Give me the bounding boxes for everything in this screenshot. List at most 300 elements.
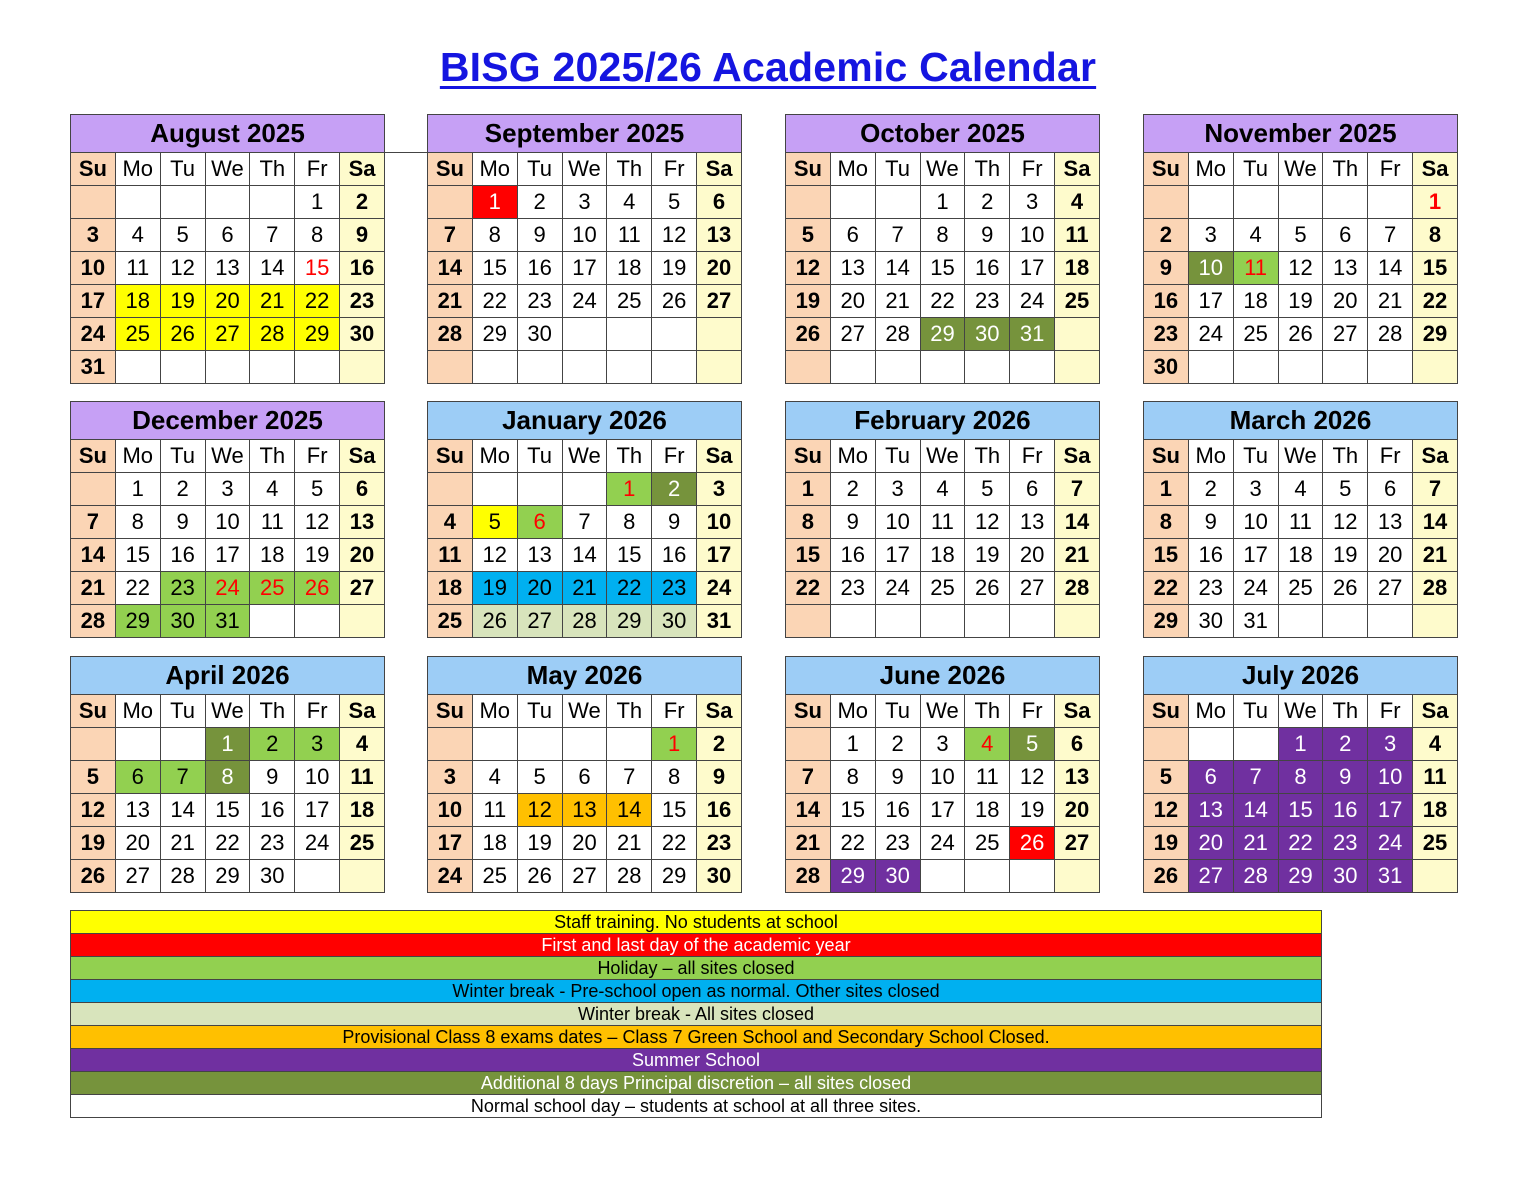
weekday-header: Th bbox=[1323, 440, 1368, 473]
calendar-day: 26 bbox=[472, 605, 517, 638]
calendar-day: 26 bbox=[71, 860, 116, 893]
calendar-day: 20 bbox=[562, 827, 607, 860]
weekday-header: We bbox=[1278, 153, 1323, 186]
empty-day-cell bbox=[472, 728, 517, 761]
calendar-day: 22 bbox=[1413, 285, 1458, 318]
calendar-day: 4 bbox=[250, 473, 295, 506]
month-title: January 2026 bbox=[428, 402, 742, 440]
calendar-day: 1 bbox=[920, 186, 965, 219]
calendar-day: 16 bbox=[1144, 285, 1189, 318]
calendar-day: 14 bbox=[875, 252, 920, 285]
calendar-day: 21 bbox=[1413, 539, 1458, 572]
calendar-day: 22 bbox=[295, 285, 340, 318]
calendar-day: 20 bbox=[1323, 285, 1368, 318]
calendar-day: 7 bbox=[71, 506, 116, 539]
calendar-day: 13 bbox=[115, 794, 160, 827]
calendar-day: 2 bbox=[160, 473, 205, 506]
calendar-day: 6 bbox=[697, 186, 742, 219]
calendar-day: 27 bbox=[205, 318, 250, 351]
calendar-day: 21 bbox=[562, 572, 607, 605]
calendar-day: 17 bbox=[1368, 794, 1413, 827]
calendar-day: 28 bbox=[428, 318, 473, 351]
calendar-day: 3 bbox=[920, 728, 965, 761]
calendar-day: 10 bbox=[875, 506, 920, 539]
calendar-day: 3 bbox=[295, 728, 340, 761]
calendar-day: 8 bbox=[920, 219, 965, 252]
calendar-day: 19 bbox=[965, 539, 1010, 572]
calendar-day: 18 bbox=[1233, 285, 1278, 318]
calendar-day: 12 bbox=[1323, 506, 1368, 539]
calendar-day: 18 bbox=[250, 539, 295, 572]
calendar-day: 27 bbox=[517, 605, 562, 638]
calendar-day: 11 bbox=[1055, 219, 1100, 252]
calendar-day: 8 bbox=[786, 506, 831, 539]
calendar-day: 7 bbox=[875, 219, 920, 252]
weekday-header: Fr bbox=[1010, 695, 1055, 728]
calendar-day: 3 bbox=[562, 186, 607, 219]
calendar-day: 3 bbox=[1368, 728, 1413, 761]
weekday-header: We bbox=[562, 153, 607, 186]
calendar-day: 5 bbox=[965, 473, 1010, 506]
calendar-day: 4 bbox=[115, 219, 160, 252]
calendar-day: 9 bbox=[965, 219, 1010, 252]
calendar-day: 13 bbox=[517, 539, 562, 572]
weekday-header: Tu bbox=[875, 695, 920, 728]
empty-day-cell bbox=[1010, 605, 1055, 638]
calendar-day: 29 bbox=[115, 605, 160, 638]
calendar-day: 12 bbox=[652, 219, 697, 252]
calendar-day: 20 bbox=[205, 285, 250, 318]
empty-day-cell bbox=[875, 186, 920, 219]
calendar-day: 19 bbox=[1278, 285, 1323, 318]
calendar-day: 22 bbox=[205, 827, 250, 860]
weekday-header: Sa bbox=[1055, 153, 1100, 186]
weekday-header: Su bbox=[1144, 153, 1189, 186]
month-june-2026 bbox=[785, 656, 1100, 893]
empty-day-cell bbox=[562, 728, 607, 761]
weekday-header: Su bbox=[428, 440, 473, 473]
calendar-day: 25 bbox=[472, 860, 517, 893]
calendar-day: 31 bbox=[697, 605, 742, 638]
calendar-day: 26 bbox=[652, 285, 697, 318]
calendar-day: 9 bbox=[250, 761, 295, 794]
calendar-day: 24 bbox=[71, 318, 116, 351]
calendar-day: 24 bbox=[1188, 318, 1233, 351]
calendar-day: 14 bbox=[1413, 506, 1458, 539]
month-november-2025 bbox=[1143, 114, 1458, 384]
weekday-header: Sa bbox=[697, 153, 742, 186]
empty-day-cell bbox=[1278, 605, 1323, 638]
calendar-day: 1 bbox=[786, 473, 831, 506]
calendar-day: 9 bbox=[1323, 761, 1368, 794]
calendar-day: 6 bbox=[562, 761, 607, 794]
empty-day-cell bbox=[1055, 318, 1100, 351]
calendar-day: 3 bbox=[428, 761, 473, 794]
calendar-day: 17 bbox=[205, 539, 250, 572]
calendar-day: 24 bbox=[1010, 285, 1055, 318]
calendar-day: 12 bbox=[1278, 252, 1323, 285]
month-title: April 2026 bbox=[71, 657, 385, 695]
empty-day-cell bbox=[1188, 728, 1233, 761]
calendar-day: 10 bbox=[1010, 219, 1055, 252]
calendar-day: 26 bbox=[786, 318, 831, 351]
calendar-day: 27 bbox=[1188, 860, 1233, 893]
calendar-day: 4 bbox=[1278, 473, 1323, 506]
calendar-day: 28 bbox=[607, 860, 652, 893]
calendar-day: 27 bbox=[1055, 827, 1100, 860]
weekday-header: Fr bbox=[295, 153, 340, 186]
calendar-day: 19 bbox=[517, 827, 562, 860]
legend-item-add: Additional 8 days Principal discretion – all sites closed bbox=[71, 1072, 1322, 1095]
calendar-day: 5 bbox=[1144, 761, 1189, 794]
calendar-day: 16 bbox=[250, 794, 295, 827]
calendar-day: 7 bbox=[160, 761, 205, 794]
weekday-header: Fr bbox=[1368, 153, 1413, 186]
weekday-header: Tu bbox=[517, 153, 562, 186]
calendar-day: 15 bbox=[1278, 794, 1323, 827]
calendar-day: 21 bbox=[1368, 285, 1413, 318]
calendar-day: 26 bbox=[295, 572, 340, 605]
calendar-day: 17 bbox=[428, 827, 473, 860]
calendar-day: 22 bbox=[1278, 827, 1323, 860]
calendar-day: 25 bbox=[1055, 285, 1100, 318]
calendar-day: 6 bbox=[830, 219, 875, 252]
calendar-day: 14 bbox=[160, 794, 205, 827]
calendar-day: 4 bbox=[965, 728, 1010, 761]
calendar-day: 22 bbox=[652, 827, 697, 860]
calendar-day: 21 bbox=[1055, 539, 1100, 572]
empty-day-cell bbox=[428, 186, 473, 219]
calendar-day: 23 bbox=[160, 572, 205, 605]
calendar-day: 12 bbox=[472, 539, 517, 572]
weekday-header: Fr bbox=[1368, 695, 1413, 728]
calendar-day: 17 bbox=[562, 252, 607, 285]
calendar-day: 14 bbox=[428, 252, 473, 285]
calendar-day: 4 bbox=[1233, 219, 1278, 252]
calendar-day: 17 bbox=[875, 539, 920, 572]
calendar-day: 30 bbox=[160, 605, 205, 638]
calendar-day: 19 bbox=[71, 827, 116, 860]
calendar-day: 14 bbox=[250, 252, 295, 285]
weekday-header: Th bbox=[1323, 153, 1368, 186]
calendar-day: 6 bbox=[205, 219, 250, 252]
calendar-day: 18 bbox=[965, 794, 1010, 827]
calendar-day: 7 bbox=[1055, 473, 1100, 506]
calendar-day: 1 bbox=[115, 473, 160, 506]
calendar-day: 26 bbox=[1278, 318, 1323, 351]
weekday-header: Mo bbox=[1188, 440, 1233, 473]
calendar-day: 20 bbox=[697, 252, 742, 285]
weekday-header: Sa bbox=[1413, 440, 1458, 473]
empty-day-cell bbox=[1413, 860, 1458, 893]
calendar-day: 10 bbox=[697, 506, 742, 539]
empty-day-cell bbox=[830, 605, 875, 638]
calendar-day: 16 bbox=[517, 252, 562, 285]
empty-day-cell bbox=[428, 473, 473, 506]
calendar-day: 4 bbox=[428, 506, 473, 539]
calendar-day: 15 bbox=[115, 539, 160, 572]
calendar-day: 11 bbox=[115, 252, 160, 285]
calendar-day: 20 bbox=[830, 285, 875, 318]
calendar-day: 2 bbox=[875, 728, 920, 761]
empty-day-cell bbox=[607, 318, 652, 351]
month-august-2025 bbox=[70, 114, 385, 384]
weekday-header: Mo bbox=[830, 695, 875, 728]
calendar-day: 18 bbox=[920, 539, 965, 572]
calendar-day: 24 bbox=[1368, 827, 1413, 860]
empty-day-cell bbox=[1144, 728, 1189, 761]
empty-day-cell bbox=[652, 318, 697, 351]
calendar-day: 16 bbox=[697, 794, 742, 827]
calendar-day: 29 bbox=[1413, 318, 1458, 351]
calendar-day: 5 bbox=[652, 186, 697, 219]
month-january-2026 bbox=[427, 401, 742, 638]
calendar-day: 19 bbox=[295, 539, 340, 572]
calendar-day: 10 bbox=[1368, 761, 1413, 794]
calendar-day: 17 bbox=[71, 285, 116, 318]
calendar-day: 14 bbox=[562, 539, 607, 572]
weekday-header: Su bbox=[1144, 440, 1189, 473]
weekday-header: Su bbox=[71, 153, 116, 186]
calendar-day: 13 bbox=[1188, 794, 1233, 827]
empty-day-cell bbox=[786, 605, 831, 638]
weekday-header: Th bbox=[607, 153, 652, 186]
legend bbox=[70, 910, 1322, 1118]
month-september-2025 bbox=[427, 114, 742, 384]
calendar-day: 26 bbox=[1323, 572, 1368, 605]
weekday-header: Mo bbox=[830, 153, 875, 186]
weekday-header: Su bbox=[786, 440, 831, 473]
calendar-day: 11 bbox=[340, 761, 385, 794]
empty-day-cell bbox=[295, 605, 340, 638]
calendar-day: 20 bbox=[1188, 827, 1233, 860]
calendar-day: 24 bbox=[428, 860, 473, 893]
calendar-day: 22 bbox=[607, 572, 652, 605]
calendar-day: 23 bbox=[1323, 827, 1368, 860]
calendar-day: 12 bbox=[71, 794, 116, 827]
empty-day-cell bbox=[562, 318, 607, 351]
calendar-day: 18 bbox=[115, 285, 160, 318]
calendar-day: 13 bbox=[340, 506, 385, 539]
legend-item-wba: Winter break - All sites closed bbox=[71, 1003, 1322, 1026]
weekday-header: We bbox=[562, 440, 607, 473]
page-title: BISG 2025/26 Academic Calendar bbox=[439, 44, 1097, 90]
weekday-header: We bbox=[205, 153, 250, 186]
empty-day-cell bbox=[562, 351, 607, 384]
calendar-day: 12 bbox=[295, 506, 340, 539]
calendar-day: 30 bbox=[1188, 605, 1233, 638]
calendar-day: 16 bbox=[160, 539, 205, 572]
calendar-day: 11 bbox=[250, 506, 295, 539]
calendar-day: 30 bbox=[1144, 351, 1189, 384]
legend-item-first: First and last day of the academic year bbox=[71, 934, 1322, 957]
month-title: September 2025 bbox=[428, 115, 742, 153]
calendar-day: 25 bbox=[1413, 827, 1458, 860]
calendar-day: 16 bbox=[875, 794, 920, 827]
weekday-header: Mo bbox=[472, 440, 517, 473]
empty-day-cell bbox=[1010, 351, 1055, 384]
calendar-day: 29 bbox=[472, 318, 517, 351]
calendar-day: 23 bbox=[1188, 572, 1233, 605]
empty-day-cell bbox=[1368, 351, 1413, 384]
weekday-header: Mo bbox=[472, 695, 517, 728]
weekday-header: Tu bbox=[875, 440, 920, 473]
weekday-header: Th bbox=[250, 695, 295, 728]
calendar-day: 18 bbox=[428, 572, 473, 605]
calendar-day: 29 bbox=[1144, 605, 1189, 638]
calendar-day: 15 bbox=[1413, 252, 1458, 285]
empty-day-cell bbox=[1055, 351, 1100, 384]
calendar-day: 5 bbox=[472, 506, 517, 539]
legend-item-wbp: Winter break - Pre-school open as normal. Other sites closed bbox=[71, 980, 1322, 1003]
calendar-day: 13 bbox=[205, 252, 250, 285]
empty-day-cell bbox=[1413, 351, 1458, 384]
weekday-header: Mo bbox=[115, 153, 160, 186]
weekday-header: Mo bbox=[830, 440, 875, 473]
calendar-day: 12 bbox=[1010, 761, 1055, 794]
calendar-day: 13 bbox=[1010, 506, 1055, 539]
empty-day-cell bbox=[697, 318, 742, 351]
calendar-day: 3 bbox=[205, 473, 250, 506]
calendar-day: 22 bbox=[830, 827, 875, 860]
calendar-day: 18 bbox=[607, 252, 652, 285]
legend-item-staff: Staff training. No students at school bbox=[71, 911, 1322, 934]
weekday-header: Fr bbox=[1368, 440, 1413, 473]
weekday-header: Th bbox=[607, 440, 652, 473]
empty-day-cell bbox=[920, 351, 965, 384]
weekday-header: Su bbox=[786, 695, 831, 728]
weekday-header: Fr bbox=[295, 440, 340, 473]
calendar-day: 3 bbox=[71, 219, 116, 252]
weekday-header: Su bbox=[428, 153, 473, 186]
empty-day-cell bbox=[160, 186, 205, 219]
month-title: August 2025 bbox=[71, 115, 385, 153]
calendar-day: 4 bbox=[607, 186, 652, 219]
weekday-header: Su bbox=[786, 153, 831, 186]
calendar-day: 24 bbox=[205, 572, 250, 605]
calendar-day: 2 bbox=[517, 186, 562, 219]
calendar-day: 25 bbox=[965, 827, 1010, 860]
calendar-day: 28 bbox=[786, 860, 831, 893]
calendar-day: 12 bbox=[517, 794, 562, 827]
month-title: October 2025 bbox=[786, 115, 1100, 153]
calendar-day: 20 bbox=[1055, 794, 1100, 827]
calendar-day: 15 bbox=[786, 539, 831, 572]
weekday-header: We bbox=[562, 695, 607, 728]
calendar-day: 9 bbox=[1188, 506, 1233, 539]
calendar-day: 2 bbox=[1323, 728, 1368, 761]
calendar-day: 18 bbox=[1055, 252, 1100, 285]
calendar-day: 30 bbox=[965, 318, 1010, 351]
empty-day-cell bbox=[1233, 351, 1278, 384]
calendar-day: 26 bbox=[1010, 827, 1055, 860]
weekday-header: Tu bbox=[875, 153, 920, 186]
empty-day-cell bbox=[250, 351, 295, 384]
weekday-header: Mo bbox=[115, 695, 160, 728]
empty-day-cell bbox=[1144, 186, 1189, 219]
calendar-day: 14 bbox=[1233, 794, 1278, 827]
month-may-2026 bbox=[427, 656, 742, 893]
calendar-day: 17 bbox=[697, 539, 742, 572]
weekday-header: Su bbox=[71, 695, 116, 728]
legend-item-summer: Summer School bbox=[71, 1049, 1322, 1072]
calendar-day: 19 bbox=[1144, 827, 1189, 860]
calendar-day: 19 bbox=[1010, 794, 1055, 827]
calendar-day: 22 bbox=[920, 285, 965, 318]
calendar-day: 20 bbox=[340, 539, 385, 572]
calendar-day: 21 bbox=[875, 285, 920, 318]
calendar-day: 5 bbox=[295, 473, 340, 506]
calendar-day: 10 bbox=[295, 761, 340, 794]
calendar-day: 21 bbox=[1233, 827, 1278, 860]
calendar-day: 30 bbox=[340, 318, 385, 351]
empty-day-cell bbox=[1233, 186, 1278, 219]
calendar-day: 2 bbox=[697, 728, 742, 761]
legend-item-exam: Provisional Class 8 exams dates – Class 7 Green School and Secondary School Closed. bbox=[71, 1026, 1322, 1049]
calendar-day: 27 bbox=[340, 572, 385, 605]
calendar-day: 24 bbox=[697, 572, 742, 605]
calendar-day: 10 bbox=[562, 219, 607, 252]
calendar-day: 17 bbox=[1233, 539, 1278, 572]
weekday-header: Th bbox=[1323, 695, 1368, 728]
calendar-day: 8 bbox=[830, 761, 875, 794]
calendar-day: 22 bbox=[472, 285, 517, 318]
calendar-day: 22 bbox=[786, 572, 831, 605]
calendar-day: 5 bbox=[1010, 728, 1055, 761]
calendar-day: 6 bbox=[340, 473, 385, 506]
calendar-day: 21 bbox=[160, 827, 205, 860]
weekday-header: We bbox=[205, 440, 250, 473]
weekday-header: Mo bbox=[472, 153, 517, 186]
calendar-day: 28 bbox=[71, 605, 116, 638]
calendar-day: 9 bbox=[697, 761, 742, 794]
empty-day-cell bbox=[517, 473, 562, 506]
weekday-header: Tu bbox=[1233, 440, 1278, 473]
calendar-day: 28 bbox=[250, 318, 295, 351]
calendar-day: 14 bbox=[786, 794, 831, 827]
weekday-header: Sa bbox=[697, 695, 742, 728]
weekday-header: Th bbox=[607, 695, 652, 728]
calendar-day: 13 bbox=[697, 219, 742, 252]
month-february-2026 bbox=[785, 401, 1100, 638]
calendar-day: 16 bbox=[1323, 794, 1368, 827]
calendar-day: 28 bbox=[875, 318, 920, 351]
empty-day-cell bbox=[786, 186, 831, 219]
calendar-day: 28 bbox=[562, 605, 607, 638]
month-july-2026 bbox=[1143, 656, 1458, 893]
calendar-day: 20 bbox=[115, 827, 160, 860]
empty-day-cell bbox=[340, 351, 385, 384]
empty-day-cell bbox=[875, 351, 920, 384]
calendar-day: 27 bbox=[1368, 572, 1413, 605]
empty-day-cell bbox=[652, 351, 697, 384]
divider-line bbox=[383, 152, 427, 153]
empty-day-cell bbox=[965, 860, 1010, 893]
empty-day-cell bbox=[428, 728, 473, 761]
calendar-day: 17 bbox=[295, 794, 340, 827]
calendar-day: 9 bbox=[340, 219, 385, 252]
empty-day-cell bbox=[517, 351, 562, 384]
empty-day-cell bbox=[205, 351, 250, 384]
empty-day-cell bbox=[517, 728, 562, 761]
calendar-day: 26 bbox=[517, 860, 562, 893]
weekday-header: Th bbox=[965, 440, 1010, 473]
calendar-day: 19 bbox=[160, 285, 205, 318]
calendar-day: 8 bbox=[607, 506, 652, 539]
calendar-day: 10 bbox=[71, 252, 116, 285]
calendar-day: 8 bbox=[1144, 506, 1189, 539]
empty-day-cell bbox=[830, 351, 875, 384]
